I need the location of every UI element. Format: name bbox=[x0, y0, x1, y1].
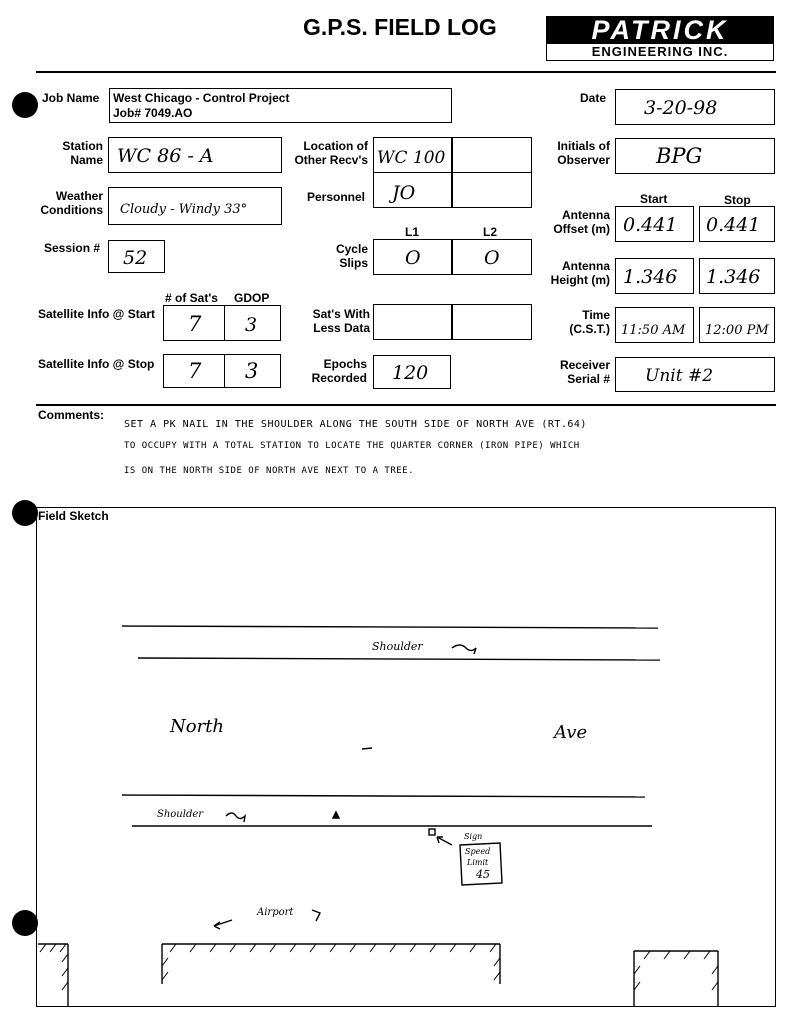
time-stop-value: 12:00 PM bbox=[705, 323, 769, 338]
comments-label: Comments: bbox=[38, 408, 105, 422]
weather-value: Cloudy - Windy 33° bbox=[120, 202, 248, 217]
sat-info-stop-label: Satellite Info @ Stop bbox=[38, 357, 155, 371]
station-name-value: WC 86 - A bbox=[117, 145, 214, 167]
location-label-1: Location of bbox=[303, 139, 368, 153]
antenna-offset-label-1: Antenna bbox=[562, 208, 610, 222]
antenna-height-label-2: Height (m) bbox=[550, 273, 610, 287]
cycle-slips-label-2: Slips bbox=[339, 256, 368, 270]
pk-nail-triangle bbox=[333, 812, 339, 818]
time-start-value: 11:50 AM bbox=[621, 323, 686, 338]
north-label: North bbox=[170, 716, 225, 737]
ave-label: Ave bbox=[554, 722, 588, 743]
shoulder-label-top: Shoulder bbox=[372, 640, 423, 653]
comment-line: TO OCCUPY WITH A TOTAL STATION TO LOCATE THE QUARTER CORNER (IRON PIPE) WHICH bbox=[124, 441, 580, 451]
speed-limit-line2: Limit bbox=[467, 858, 489, 867]
comment-line: IS ON THE NORTH SIDE OF NORTH AVE NEXT TO A TREE. bbox=[124, 466, 415, 476]
airport-label: Airport bbox=[257, 907, 294, 918]
personnel-label: Personnel bbox=[307, 190, 366, 204]
speed-limit-line3: 45 bbox=[476, 868, 490, 881]
speed-limit-line1: Speed bbox=[465, 847, 491, 856]
building-hatching bbox=[40, 944, 718, 990]
location-label-2: Other Recv's bbox=[294, 153, 368, 167]
initials-label-2: Observer bbox=[557, 153, 610, 167]
receiver-serial-label-1: Receiver bbox=[559, 358, 610, 372]
field-sketch-label: Field Sketch bbox=[38, 509, 109, 523]
shoulder-label-bottom: Shoulder bbox=[157, 809, 204, 820]
sign-arrow bbox=[437, 837, 452, 845]
sats-less-data-label-1: Sat's With bbox=[312, 307, 370, 321]
airport-arrow-right bbox=[312, 910, 320, 921]
antenna-offset-start-value: 0.441 bbox=[623, 214, 678, 236]
weather-label-1: Weather bbox=[55, 189, 103, 203]
l2-header: L2 bbox=[483, 225, 498, 239]
weather-label-2: Conditions bbox=[40, 203, 103, 217]
initials-value: BPG bbox=[656, 144, 703, 168]
num-sats-header: # of Sat's bbox=[165, 291, 218, 305]
station-name-label-2: Name bbox=[70, 153, 103, 167]
antenna-offset-stop-value: 0.441 bbox=[706, 214, 761, 236]
gdop-start-value: 3 bbox=[245, 314, 258, 336]
stop-header: Stop bbox=[724, 193, 751, 207]
epochs-label-1: Epochs bbox=[323, 357, 367, 371]
initials-label-1: Initials of bbox=[557, 139, 610, 153]
time-label-2: (C.S.T.) bbox=[569, 322, 610, 336]
road-edge-line bbox=[138, 658, 660, 660]
sats-start-value: 7 bbox=[188, 312, 202, 336]
antenna-offset-label-2: Offset (m) bbox=[553, 222, 610, 236]
page-title: G.P.S. FIELD LOG bbox=[303, 14, 497, 40]
cycle-slips-l1-value: O bbox=[405, 247, 421, 269]
antenna-height-label-1: Antenna bbox=[562, 259, 610, 273]
receiver-serial-value: Unit #2 bbox=[645, 366, 714, 386]
epochs-label-2: Recorded bbox=[311, 371, 367, 385]
job-name-value-line1: West Chicago - Control Project bbox=[113, 91, 290, 105]
sats-less-data-label-2: Less Data bbox=[313, 321, 370, 335]
session-value: 52 bbox=[123, 247, 148, 269]
l1-header: L1 bbox=[405, 225, 420, 239]
gdop-stop-value: 3 bbox=[245, 359, 259, 383]
road-edge-line bbox=[122, 626, 658, 628]
center-dash bbox=[362, 748, 372, 749]
sats-stop-value: 7 bbox=[188, 359, 202, 383]
antenna-height-start-value: 1.346 bbox=[623, 266, 678, 288]
airport-arrow-left bbox=[214, 920, 232, 929]
sign-marker bbox=[429, 829, 435, 835]
start-header: Start bbox=[640, 192, 668, 206]
logo-name: PATRICK bbox=[546, 16, 774, 44]
job-name-value-line2: Job# 7049.AO bbox=[113, 106, 193, 120]
antenna-height-stop-value: 1.346 bbox=[706, 266, 761, 288]
date-value: 3-20-98 bbox=[644, 97, 718, 119]
receiver-serial-label-2: Serial # bbox=[567, 372, 610, 386]
date-label: Date bbox=[580, 91, 607, 105]
cycle-slips-label-1: Cycle bbox=[335, 242, 368, 256]
comment-line: SET A PK NAIL IN THE SHOULDER ALONG THE SOUTH SIDE OF NORTH AVE (RT.64) bbox=[124, 419, 587, 430]
shoulder-arrow bbox=[226, 813, 245, 822]
epochs-value: 120 bbox=[392, 362, 429, 384]
session-label: Session # bbox=[44, 241, 101, 255]
road-edge-line bbox=[122, 795, 645, 797]
sign-label: Sign bbox=[464, 832, 483, 841]
logo-subtitle: ENGINEERING INC. bbox=[546, 44, 774, 61]
gdop-header: GDOP bbox=[234, 291, 270, 305]
sat-info-start-label: Satellite Info @ Start bbox=[38, 307, 156, 321]
personnel-value: JO bbox=[392, 182, 416, 204]
cycle-slips-l2-value: O bbox=[484, 247, 500, 269]
job-name-label: Job Name bbox=[42, 91, 100, 105]
time-label-1: Time bbox=[582, 308, 610, 322]
shoulder-arrow bbox=[452, 645, 476, 654]
location-value: WC 100 bbox=[377, 148, 446, 168]
station-name-label-1: Station bbox=[62, 139, 103, 153]
